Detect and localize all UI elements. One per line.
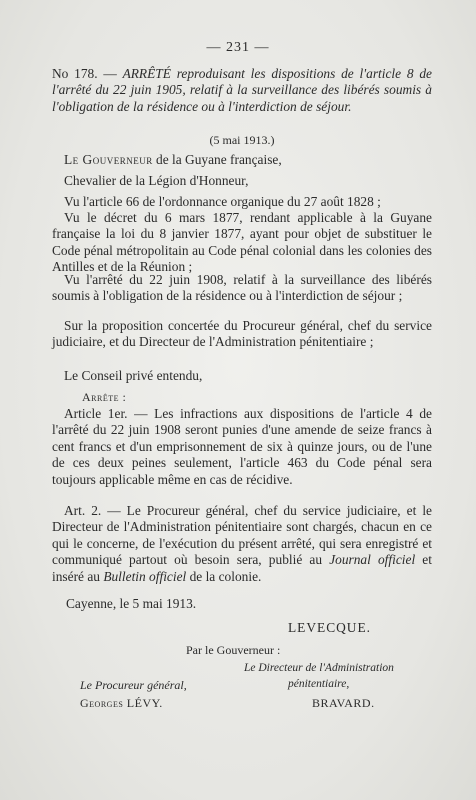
vu-paragraph-1: Vu l'article 66 de l'ordonnance organique du 27 août 1828 ;	[64, 194, 381, 209]
directeur-title-2: pénitentiaire,	[288, 678, 350, 690]
decree-heading	[52, 66, 432, 115]
article-2: Art. 2. — Le Procureur général, chef du service judiciaire, et le Directeur de l'Administration pénitentiaire sont chargés, chacun en ce qui le concerne, de l'exécution du présent arrêté, qui sera enregistré et communiqué partout où besoin sera, publié au Journal officiel et inséré au Bulletin officiel de la colonie.	[52, 503, 432, 584]
governor-title: Le Gouverneur de la Guyane française,	[64, 152, 282, 167]
vu-paragraph-2: Vu le décret du 6 mars 1877, rendant applicable à la Guyane française la loi du 8 janvier 1877, ayant pour objet de substituer le Code pénal métropolitain au Code pénal colonial dans les colonies des Antilles et de la Réunion ;	[52, 210, 432, 275]
decree-number: No 178. —	[52, 66, 117, 81]
proposition-paragraph: Sur la proposition concertée du Procureur général, chef du service judiciaire, et du Directeur de l'Administration pénitentiaire ;	[52, 318, 432, 350]
page-number: — 231 —	[206, 40, 270, 55]
decree-date: (5 mai 1913.)	[209, 133, 275, 147]
chevalier-line: Chevalier de la Légion d'Honneur,	[64, 173, 249, 188]
place-date: Cayenne, le 5 mai 1913.	[66, 596, 197, 611]
procureur-title: Le Procureur général,	[80, 678, 187, 692]
article-1: Article 1er. — Les infractions aux dispositions de l'article 4 de l'arrêté du 22 juin 1908 seront punies d'une amende de seize francs à cent francs et d'un emprisonnement de six à quinze jours, ou de l'une de ces deux peines seulement, l'article 463 du Code pénal sera toujours applicable même en cas de récidive.	[52, 406, 432, 487]
arrete-label: Arrête :	[82, 390, 127, 404]
par-le-gouverneur: Par le Gouverneur :	[186, 643, 281, 657]
procureur-name: Georges LÉVY.	[80, 696, 163, 710]
decree-summary: ARRÊTÉ reproduisant les dispositions de l'article 8 de l'arrêté du 22 juin 1905, relatif à la surveillance des libérés soumis à l'obligation de la résidence ou à l'interdiction de séjour.	[52, 66, 432, 114]
directeur-title-1: Le Directeur de l'Administration	[244, 662, 394, 674]
directeur-name: BRAVARD.	[312, 696, 375, 710]
vu-paragraph-3: Vu l'arrêté du 22 juin 1908, relatif à la surveillance des libérés soumis à l'obligation de la résidence ou à l'interdiction de séjour ;	[52, 272, 432, 304]
signatory-name: LEVECQUE.	[288, 620, 372, 635]
conseil-line: Le Conseil privé entendu,	[64, 368, 203, 383]
